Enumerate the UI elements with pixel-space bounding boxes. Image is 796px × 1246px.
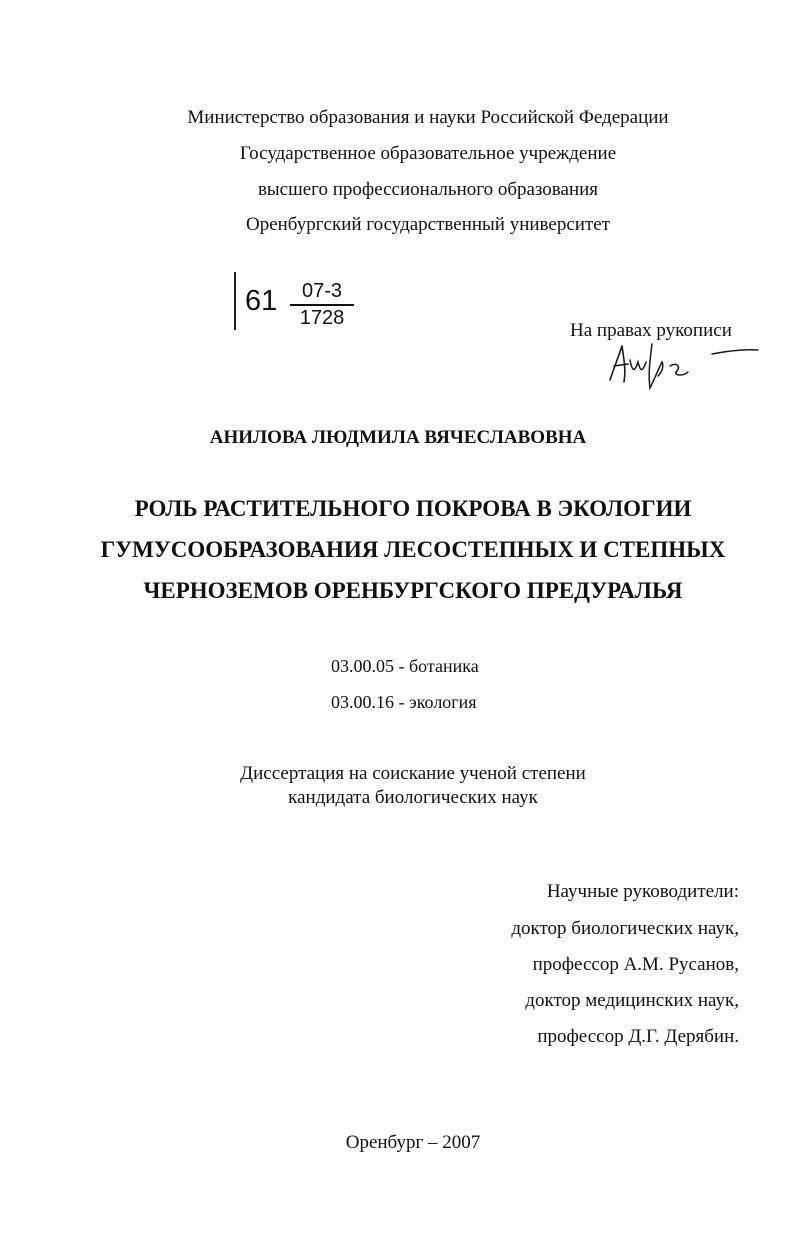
stamp-numerator: 07-3: [301, 280, 343, 302]
thesis-title-line-3: ЧЕРНОЗЕМОВ ОРЕНБУРГСКОГО ПРЕДУРАЛЬЯ: [143, 578, 683, 603]
education-level-line: высшего профессионального образования: [257, 179, 599, 200]
author-name: АНИЛОВА ЛЮДМИЛА ВЯЧЕСЛАВОВНА: [209, 427, 587, 448]
thesis-title-line-2: ГУМУСООБРАЗОВАНИЯ ЛЕСОСТЕПНЫХ И СТЕПНЫХ: [100, 537, 726, 562]
supervisor-1-degree: доктор биологических наук,: [511, 918, 739, 939]
specialty-ecology: 03.00.16 - экология: [331, 692, 477, 712]
manuscript-rights-note: На правах рукописи: [570, 320, 732, 341]
supervisors-heading: Научные руководители:: [546, 881, 739, 902]
supervisor-1-name: профессор А.М. Русанов,: [532, 954, 739, 975]
degree-line-2: кандидата биологических наук: [288, 787, 538, 808]
library-stamp: [234, 272, 364, 342]
supervisor-2-name: профессор Д.Г. Дерябин.: [537, 1026, 739, 1047]
signature-icon: [600, 336, 760, 396]
stamp-prefix: 61: [245, 285, 278, 317]
ministry-line: Министерство образования и науки Российской Федерации: [187, 107, 669, 128]
institution-type-line: Государственное образовательное учреждение: [239, 143, 617, 164]
city-year: Оренбург – 2007: [345, 1132, 481, 1153]
stamp-fraction-rule: [290, 304, 354, 306]
specialty-botany: 03.00.05 - ботаника: [331, 656, 479, 676]
university-line: Оренбургский государственный университет: [245, 214, 610, 235]
stamp-denominator: 1728: [299, 307, 345, 329]
supervisor-2-degree: доктор медицинских наук,: [525, 990, 739, 1011]
thesis-title-line-1: РОЛЬ РАСТИТЕЛЬНОГО ПОКРОВА В ЭКОЛОГИИ: [134, 496, 692, 521]
degree-line-1: Диссертация на соискание ученой степени: [240, 763, 586, 784]
stamp-bar: [234, 272, 236, 330]
